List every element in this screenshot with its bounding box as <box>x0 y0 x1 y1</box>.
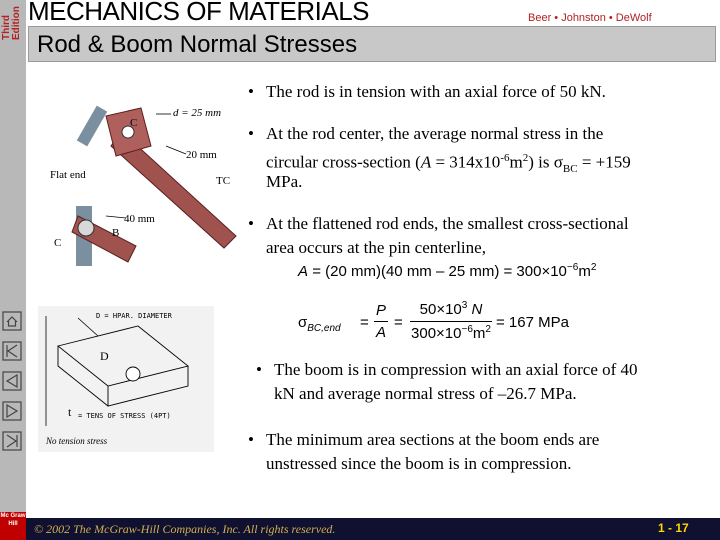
flat-end-label: Flat end <box>50 169 86 181</box>
edition-label <box>0 0 22 60</box>
area-equation: A = (20 mm)(40 mm – 25 $mm) = 300\times 10^{-6}m^2$ <box>298 262 597 280</box>
publisher-logo: Mc Graw Hill <box>0 512 26 540</box>
slide-title: Rod & Boom Normal Stresses <box>37 31 358 58</box>
first-slide-nav-icon[interactable] <box>2 341 22 361</box>
bullet-flattened-ends: • At the flattened rod ends, the smallest cross-sectional area occurs at the pin centerline, <box>248 212 708 260</box>
dim-d-label: d = 25 mm <box>173 107 222 119</box>
bullet-boom-compression: • The boom is in compression with an axial force of 40 kN and average normal stress of –26.7 MPa. <box>256 358 708 406</box>
next-slide-nav-icon[interactable] <box>2 401 22 421</box>
edition-line2: Edition <box>11 6 22 40</box>
bullet-text-line1: The minimum area sections at the boom ends are <box>266 430 600 449</box>
bullet-text-line3: MPa. <box>266 172 303 191</box>
bullet-text-line2: unstressed since the boom is in compression. <box>266 454 572 473</box>
course-title: MECHANICS OF MATERIALS <box>28 0 370 26</box>
rod-end-figure <box>46 96 242 274</box>
diameter-label: D = HPAR. DIAMETER <box>96 312 172 320</box>
copyright-text: © 2002 The McGraw-Hill Companies, Inc. All rights reserved. <box>34 522 336 536</box>
dim-20-label: 20 mm <box>186 149 217 161</box>
boom-caption: No tension stress <box>46 436 108 446</box>
dim-t-label: t <box>68 405 72 419</box>
dim-40-label: 40 mm <box>124 213 155 225</box>
sidebar <box>0 0 26 540</box>
bullet-text-line2: kN and average normal stress of –26.7 MPa. <box>274 384 577 403</box>
bullet-rod-center: • At the rod center, the average normal stress in the circular cross-section $(A = 314x10^{-6}m^2)$ is $\sigma_{BC} = +159$ MPa. <box>248 122 708 194</box>
point-b-label: B <box>112 227 120 239</box>
bullet-text-line2: area occurs at the pin centerline, <box>266 238 486 257</box>
pin-c-label-bottom: C <box>54 237 62 249</box>
pin-c-label-top: C <box>130 117 138 129</box>
bullet-text-line1: At the flattened rod ends, the smallest cross-sectional <box>266 214 629 233</box>
dim-D-label: D <box>100 349 109 363</box>
footer-bar <box>26 518 720 540</box>
bullet-rod-tension: • The rod is in tension with an axial force of 50 kN. <box>248 80 708 104</box>
stress-equation: $\sigma_{BC,end}$ = P A = $50\times 10^3$ N $300\times 10^{-6}m^2$ = 167 MPa <box>298 300 569 342</box>
home-nav-icon[interactable] <box>2 311 22 331</box>
tc-label: TC <box>216 175 231 187</box>
authors: Beer • Johnston • DeWolf <box>528 12 652 24</box>
bullet-boom-ends: • The minimum area sections at the boom ends are unstressed since the boom is in compression. <box>248 428 708 476</box>
boom-end-figure <box>38 306 214 452</box>
bullet-text: The rod is in tension with an axial force of 50 kN. <box>266 82 606 101</box>
bullet-text-line1: The boom is in compression with an axial force of 40 <box>274 360 638 379</box>
last-slide-nav-icon[interactable] <box>2 431 22 451</box>
stress-note-label: = TENS OF STRESS (4PT) <box>78 412 171 420</box>
edition-line1: Third <box>1 15 12 40</box>
bullet-text-line2: circular cross-section $(A = 314x10^{-6}m^2)$ is $\sigma_{BC} = +159$ <box>266 152 631 176</box>
bullet-text-line1: At the rod center, the average normal stress in the <box>266 124 604 143</box>
slide-title-bar <box>28 26 716 62</box>
prev-slide-nav-icon[interactable] <box>2 371 22 391</box>
page-number: 1 - 17 <box>658 521 689 535</box>
